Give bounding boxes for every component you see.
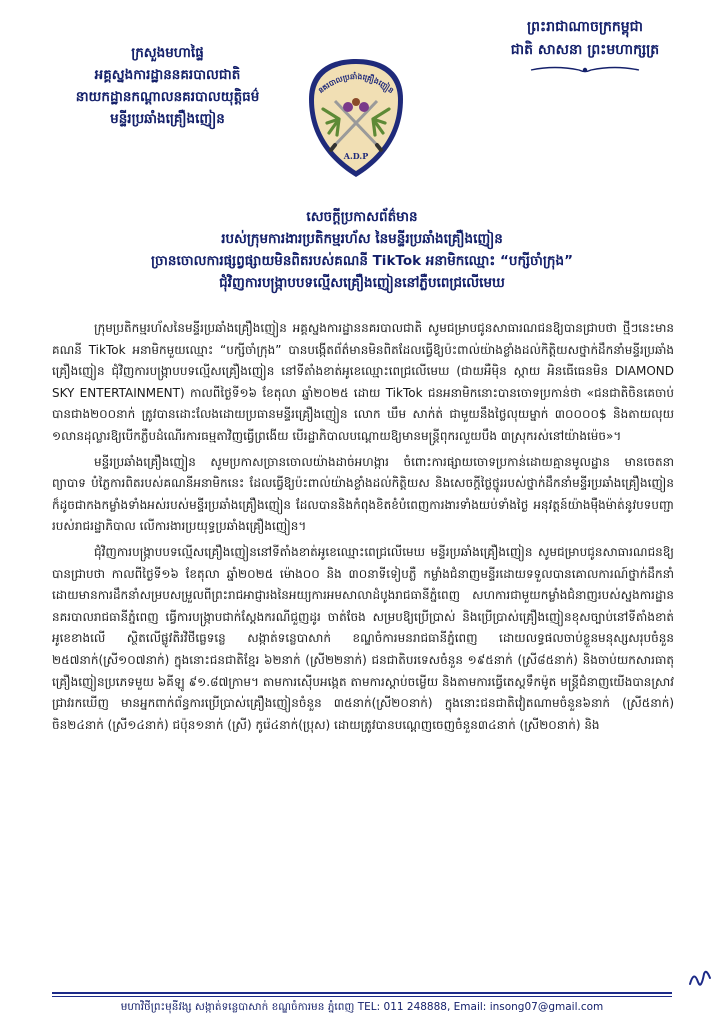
footer-rule-thin [52, 996, 672, 997]
ornament-divider [525, 65, 645, 75]
paragraph: ជុំវិញការបង្ក្រាបបទល្មើសគ្រឿងញៀននៅទីតាំងខាត់អូខេឈ្មោះពេជ្រលើមេឃ មន្ទីរប្រឆាំងគ្រឿងញៀន សូមជម្រាបជូនសាធារណជនឱ្យបានជ្រាបថា កាលពីថ្ងៃទី១៦ ខែតុលា ឆ្នាំ២០២៥ ម៉ោង០០ និង ៣០នាទីទៀបភ្លឺ កម្លាំងជំនាញមន្ទីរដោយទទួលបានគោលការណ៍ថ្នាក់ដឹកនាំ ដោយមានការដឹកនាំសម្របសម្រួលពីព្រះរាជអាជ្ញារងនៃអយ្យការអមសាលាដំបូងរាជធានីភ្នំពេញ សហការជាមួយកម្លាំងជំនាញរបស់ស្នងការដ្ឋាននគរបាលរាជធានីភ្នំពេញ ធ្វើការបង្ក្រាបជាក់ស្តែងករណីជួញដូរ ចាត់ចែង សម្របឱ្យប្រើប្រាស់ និងប្រើប្រាស់គ្រឿងញៀនខុសច្បាប់នៅទីតាំងខាត់អូខេខាងលើ ស្ថិតលើផ្លូវតិរវិថីធ្លេទន្លេ សង្កាត់ទន្លេបាសាក់ ខណ្ឌចំការមនរាជធានីភ្នំពេញ ដោយលទ្ធផលចាប់ខ្លួនមនុស្សសរុបចំនួន ២៥៧នាក់(ស្រី១០៧នាក់) ក្នុងនោះជនជាតិខ្មែរ ៦២នាក់ (ស្រី២២នាក់) ជនជាតិបរទេសចំនួន ១៩៥នាក់ (ស្រី៨៥នាក់) និងចាប់យកសារធាតុគ្រឿងញៀនប្រភេទមួយ ៦គីឡូ ៩១.៨៧ក្រាម។ តាមការស៊ើបអង្កេត តាមការស្តាប់ចម្លើយ និងតាមការធ្វើតេស្តទឹកម៉ូត មន្ត្រីជំនាញយើងបានស្រាវជ្រាវរកឃើញ មានអ្នកពាក់ព័ន្ធការប្រើប្រាស់គ្រឿងញៀនចំនួន ៣៥នាក់(ស្រី២០នាក់) ក្នុងនោះជនជាតិវៀតណាមចំនួន៦នាក់ (ស្រី៥នាក់) ចិន២៤នាក់ (ស្រី១៤នាក់) ជប៉ុន១នាក់ (ស្រី) កូរ៉េ៤នាក់(ប្រុស) ដោយត្រូវបានបណ្តេញចេញចំនួន៣៤នាក់ (ស្រី២០នាក់) និង [52, 544, 674, 732]
kingdom-line: ព្រះរាជាណាចក្រកម្ពុជា [526, 19, 643, 35]
footer-email: insong07@gmail.com [489, 1001, 604, 1013]
footer-tel-label: TEL: [357, 1001, 381, 1013]
title-line: សេចក្តីប្រកាសព័ត៌មាន [306, 209, 418, 225]
title-line: ជុំវិញការបង្ក្រាបបទល្មើសគ្រឿងញៀននៅភ្លឺបពេជ្រលើមេឃ [219, 275, 505, 291]
ministry-line: ក្រសួងមហាផ្ទៃ [131, 45, 204, 61]
footer-address: មហាវិថីព្រះមុនីវង្ស សង្កាត់ទន្លេបាសាក់ ខណ្ឌចំការមន ភ្នំពេញ [120, 1001, 355, 1013]
footer-tel: 011 248888, [383, 1001, 451, 1013]
ministry-header [50, 42, 285, 130]
footer-contact [52, 999, 672, 1015]
paragraph: មន្ទីរប្រឆាំងគ្រឿងញៀន សូមប្រកាសច្រានចោលយ៉ាងដាច់អហង្ការ ចំពោះការផ្សាយចោទប្រកាន់ដោយគ្មានមូលដ្ឋាន មានចេតនាព្យាបាទ បំភ្លៃការពិតរបស់គណនីអនាមិកនេះ ដែលធ្វើឱ្យប៉ះពាល់យ៉ាងខ្លាំងដល់កិត្តិយស និងសេចក្តីថ្លៃថ្នូររបស់ថ្នាក់ដឹកនាំមន្ទីរប្រឆាំងគ្រឿងញៀន ក៏ដូចជាកងកម្លាំងទាំងអស់របស់មន្ទីរប្រឆាំងគ្រឿងញៀន ដែលបាននិងកំពុងខិតខំបំពេញការងារទាំងយប់ទាំងថ្ងៃ អនុវត្តន៍យ៉ាងម៉ឺងម៉ាត់នូវបទបញ្ជារបស់រាជរដ្ឋាភិបាល លើការងារប្រយុទ្ធប្រឆាំងគ្រឿងញៀន។ [52, 454, 674, 534]
footer-email-label: Email: [453, 1001, 487, 1013]
kingdom-header [470, 16, 700, 75]
footer-rule [52, 992, 672, 994]
press-release-body [52, 318, 674, 740]
paragraph: ក្រុមប្រតិកម្មរហ័សនៃមន្ទីរប្រឆាំងគ្រឿងញៀន អគ្គស្នងការដ្ឋាននគរបាលជាតិ សូមជម្រាបជូនសាធារណជនឱ្យបានជ្រាបថា ថ្មីៗនេះមានគណនី TikTok អនាមិកមួយឈ្មោះ “បក្សីចាំក្រុង” បានបង្កើតព័ត៌មានមិនពិតដែលធ្វើឱ្យប៉ះពាល់យ៉ាងខ្លាំងដល់កិត្តិយសថ្នាក់ដឹកនាំមន្ទីរប្រឆាំងគ្រឿងញៀន ជុំវិញការបង្ក្រាបបទល្មើសគ្រឿងញៀន នៅទីតាំងខាត់អូខេឈ្មោះពេជ្រលើមេឃ (ជាយអឺម៉ិន ស្កាយ អិនធើធេនមិន DIAMOND SKY ENTERTAINMENT) កាលពីថ្ងៃទី១៦ ខែតុលា ឆ្នាំ២០២៥ ដោយ TikTok ជនអនាមិកនោះបានចោទប្រកាន់ថា «ជនជាតិចិនគេចាប់បានជាង២០០នាក់ ត្រូវបានដោះលែងដោយប្រធានមន្ទីរគ្រឿងញៀន លោក ឃឹម សាក់ត់ ជាមួយនឹងថ្លៃលុយម្នាក់ ៣០០០០$ និងតាយលុយ ១លានដុល្លារឱ្យបើកភ្លឺបដំណើរការធម្មតាវិញធ្វើព្រងើយ បើរដ្ឋាភិបាលបណ្តោយឱ្យមានមន្ត្រីពុករលួយបឹង ៣ស្រុករស់នៅយ៉ាងម៉េច»។ [52, 321, 674, 443]
press-release-title [40, 206, 684, 294]
emblem-caption: A.D.P [343, 151, 369, 161]
initial-signature-icon [686, 964, 714, 992]
ministry-line: នាយកដ្ឋានកណ្តាលនគរបាលយុត្តិធម៌ [75, 89, 260, 105]
emblem-arc-text: នគរបាលប្រឆាំងគ្រឿងញៀន [316, 71, 396, 96]
title-line: ច្រានចោលការផ្សព្វផ្សាយមិនពិតរបស់គណនី TikTok អនាមិកឈ្មោះ “បក្សីចាំក្រុង” [151, 253, 573, 269]
ministry-line: មន្ទីរប្រឆាំងគ្រឿងញៀន [110, 111, 225, 127]
motto-line: ជាតិ សាសនា ព្រះមហាក្សត្រ [510, 42, 660, 58]
adp-emblem [303, 55, 409, 181]
title-line: របស់ក្រុមការងារប្រតិកម្មរហ័ស នៃមន្ទីរប្រឆាំងគ្រឿងញៀន [221, 231, 503, 247]
ministry-line: អគ្គស្នងការដ្ឋាននគរបាលជាតិ [94, 67, 241, 83]
